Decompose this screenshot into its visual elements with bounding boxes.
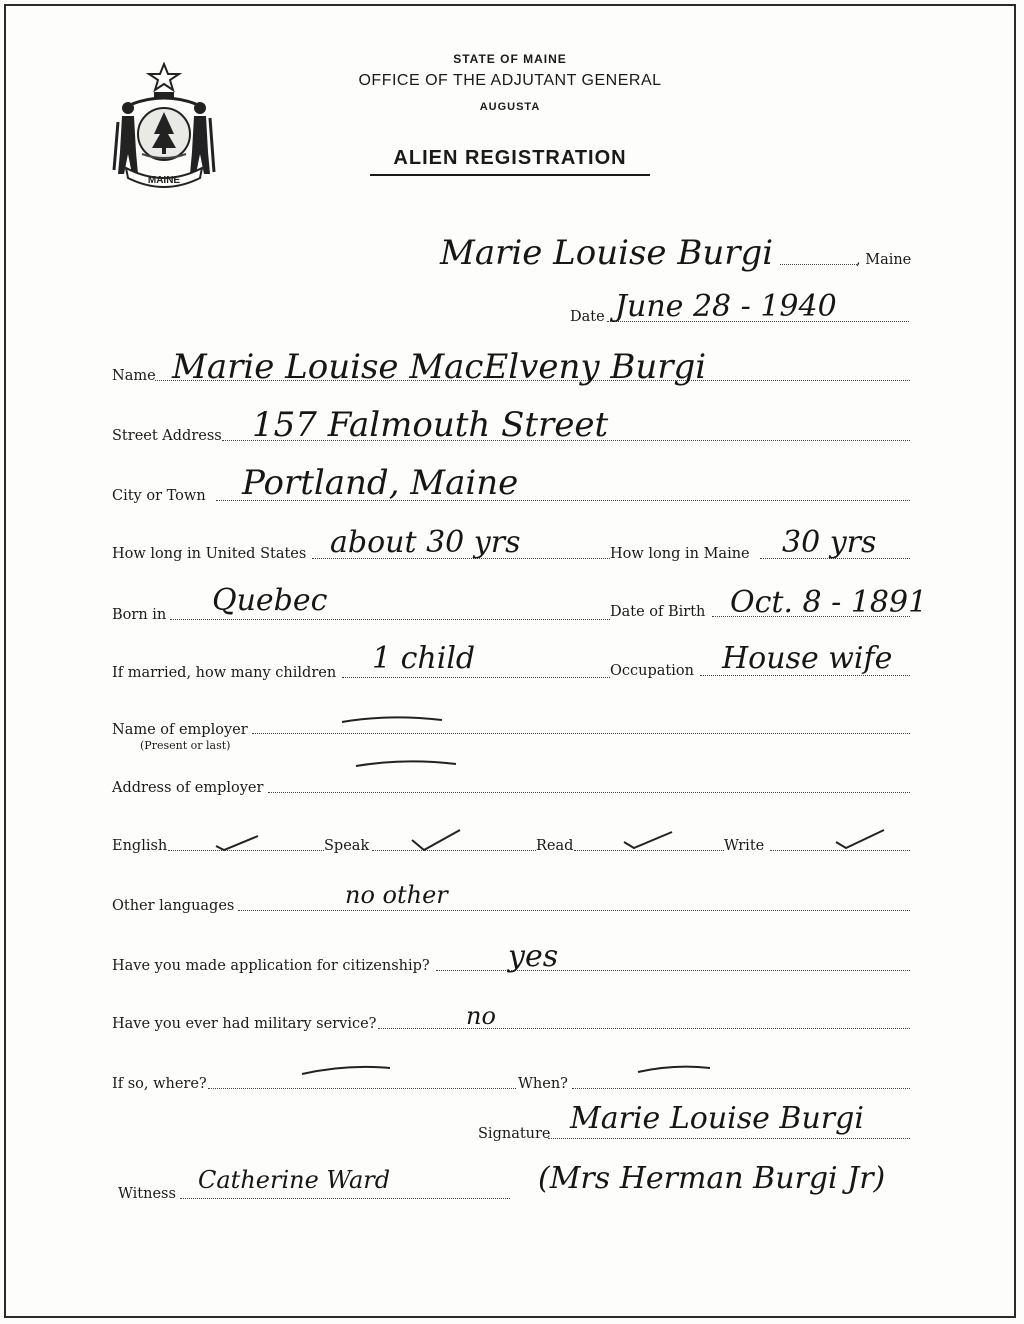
how-long-maine-label: How long in Maine <box>610 546 750 562</box>
english-check-mark <box>212 830 262 854</box>
header-state: STATE OF MAINE <box>453 52 567 66</box>
speak-label: Speak <box>324 838 370 854</box>
when-label: When? <box>518 1076 568 1092</box>
citizenship-label: Have you made application for citizenship? <box>112 958 430 974</box>
seal-banner-text: MAINE <box>147 175 181 186</box>
street-entry: 157 Falmouth Street <box>252 405 609 445</box>
other-languages-entry: no other <box>345 881 448 909</box>
dob-entry: Oct. 8 - 1891 <box>730 585 928 620</box>
employer-dots <box>252 733 910 734</box>
where-label: If so, where? <box>112 1076 207 1092</box>
witness-dots <box>180 1198 510 1199</box>
signature-dots <box>548 1138 910 1139</box>
read-check-mark <box>620 828 676 854</box>
header-city: AUGUSTA <box>479 101 541 113</box>
city-entry: Portland, Maine <box>242 463 519 503</box>
where-dots <box>208 1088 516 1089</box>
employer-address-dots <box>268 792 910 793</box>
name-label: Name <box>112 368 156 384</box>
how-long-us-entry: about 30 yrs <box>330 525 521 560</box>
children-entry: 1 child <box>372 641 476 676</box>
where-dash-mark <box>298 1060 394 1080</box>
born-label: Born in <box>112 607 167 623</box>
dob-label: Date of Birth <box>610 604 706 620</box>
when-dash-mark <box>634 1060 714 1078</box>
place-suffix: , Maine <box>856 252 912 268</box>
write-label: Write <box>724 838 765 854</box>
title-underline <box>370 174 650 176</box>
signature-note-entry: (Mrs Herman Burgi Jr) <box>538 1161 886 1196</box>
married-label: If married, how many children <box>112 665 337 681</box>
employer-sublabel: (Present or last) <box>140 739 231 752</box>
header-office: OFFICE OF THE ADJUTANT GENERAL <box>358 72 662 89</box>
occupation-entry: House wife <box>722 641 893 676</box>
employer-dash-mark <box>338 710 448 730</box>
employer-address-label: Address of employer <box>112 780 264 796</box>
employer-label: Name of employer <box>112 722 248 738</box>
signature-label: Signature <box>478 1126 551 1142</box>
english-label: English <box>112 838 168 854</box>
maine-state-seal-icon <box>112 62 216 190</box>
how-long-us-label: How long in United States <box>112 546 307 562</box>
occupation-label: Occupation <box>610 663 694 679</box>
place-entry: Marie Louise Burgi <box>440 233 774 273</box>
write-check-mark <box>832 826 888 854</box>
date-entry: June 28 - 1940 <box>615 289 837 324</box>
born-dots <box>170 619 610 620</box>
read-label: Read <box>536 838 574 854</box>
city-label: City or Town <box>112 488 206 504</box>
form-title: ALIEN REGISTRATION <box>393 147 627 169</box>
name-entry: Marie Louise MacElveny Burgi <box>172 347 707 387</box>
date-label: Date <box>570 309 605 325</box>
street-label: Street Address <box>112 428 222 444</box>
when-dots <box>572 1088 910 1089</box>
employer-address-dash-mark <box>352 754 462 774</box>
signature-entry: Marie Louise Burgi <box>570 1101 864 1136</box>
witness-entry: Catherine Ward <box>198 1166 391 1194</box>
other-languages-label: Other languages <box>112 898 235 914</box>
married-dots <box>342 677 610 678</box>
military-entry: no <box>466 1002 496 1030</box>
how-long-maine-entry: 30 yrs <box>782 525 877 560</box>
military-label: Have you ever had military service? <box>112 1016 377 1032</box>
speak-check-mark <box>408 826 464 856</box>
witness-label: Witness <box>118 1186 176 1202</box>
other-languages-dots <box>238 910 910 911</box>
military-dots <box>378 1028 910 1029</box>
citizenship-entry: yes <box>508 939 559 974</box>
place-dots <box>780 264 857 265</box>
born-entry: Quebec <box>212 583 328 618</box>
